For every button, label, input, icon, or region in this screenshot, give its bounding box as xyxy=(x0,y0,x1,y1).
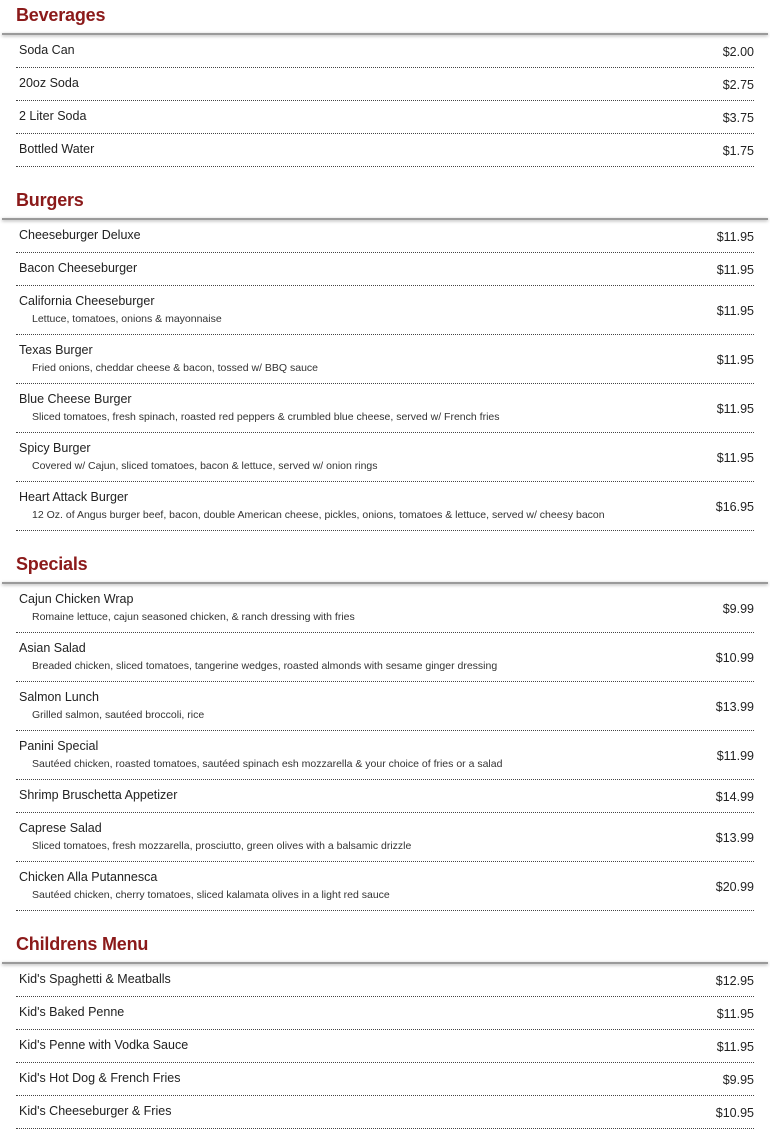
section-title: Childrens Menu xyxy=(16,934,149,954)
section-title: Beverages xyxy=(16,5,106,25)
menu-item[interactable] xyxy=(16,1030,754,1063)
menu-item[interactable] xyxy=(16,482,754,531)
menu-item-name: Kid's Penne with Vodka Sauce xyxy=(19,1038,189,1052)
menu-item-price: $3.75 xyxy=(722,111,754,125)
menu-item-price: $2.75 xyxy=(722,78,754,92)
menu-item-name: Cheeseburger Deluxe xyxy=(19,228,141,242)
menu-item-price: $11.95 xyxy=(716,402,754,416)
menu-item-name: Bottled Water xyxy=(19,142,95,156)
menu-item-price: $10.99 xyxy=(715,651,754,665)
menu-item-price: $11.95 xyxy=(716,1040,754,1054)
section-title: Specials xyxy=(16,554,88,574)
menu-item[interactable] xyxy=(16,731,754,780)
menu-item-name: Salmon Lunch xyxy=(19,690,99,704)
menu-item-description: Sliced tomatoes, fresh mozzarella, prosciutto, green olives with a balsamic drizzle xyxy=(32,840,412,852)
menu-item-description: Grilled salmon, sautéed broccoli, rice xyxy=(32,709,205,721)
section-spacer xyxy=(0,531,770,549)
menu-item-price: $9.95 xyxy=(722,1073,754,1087)
menu-item[interactable] xyxy=(16,68,754,101)
menu-item-description: 12 Oz. of Angus burger beef, bacon, double American cheese, pickles, onions, tomatoes & lettuce, served w/ cheesy bacon xyxy=(32,509,605,521)
menu-item-price: $20.99 xyxy=(715,880,754,894)
menu-item[interactable] xyxy=(16,584,754,633)
menu-item[interactable] xyxy=(16,384,754,433)
menu-item-price: $11.95 xyxy=(716,263,754,277)
menu-item-price: $16.95 xyxy=(715,500,754,514)
menu-item-price: $14.99 xyxy=(715,790,754,804)
menu-item-name: 20oz Soda xyxy=(19,76,79,90)
menu-item-description: Sautéed chicken, cherry tomatoes, sliced kalamata olives in a light red sauce xyxy=(32,889,390,901)
menu-item-price: $2.00 xyxy=(722,45,754,59)
menu-item[interactable] xyxy=(16,862,754,911)
menu-item[interactable] xyxy=(16,813,754,862)
menu-item-name: Heart Attack Burger xyxy=(19,490,129,504)
menu-item-price: $10.95 xyxy=(715,1106,754,1120)
menu-item-name: Soda Can xyxy=(19,43,75,57)
menu-item-name: Spicy Burger xyxy=(19,441,91,455)
menu-item-description: Lettuce, tomatoes, onions & mayonnaise xyxy=(32,313,222,325)
menu-item-name: Asian Salad xyxy=(19,641,86,655)
menu-item[interactable] xyxy=(16,253,754,286)
menu-item-name: Cajun Chicken Wrap xyxy=(19,592,134,606)
section-spacer xyxy=(0,911,770,929)
menu-item-price: $11.95 xyxy=(716,451,754,465)
menu-item[interactable] xyxy=(16,964,754,997)
menu-item[interactable] xyxy=(16,682,754,731)
menu-item-price: $11.95 xyxy=(716,353,754,367)
menu-item-list xyxy=(16,584,754,911)
menu-item-price: $9.99 xyxy=(722,602,754,616)
menu-item-name: California Cheeseburger xyxy=(19,294,155,308)
menu-item-name: Kid's Baked Penne xyxy=(19,1005,125,1019)
menu-item-name: Shrimp Bruschetta Appetizer xyxy=(19,788,178,802)
menu-item[interactable] xyxy=(16,286,754,335)
menu-item-list xyxy=(16,220,754,531)
menu-item-name: Kid's Cheeseburger & Fries xyxy=(19,1104,172,1118)
menu-item[interactable] xyxy=(16,134,754,167)
menu-item-list xyxy=(16,35,754,167)
menu-item[interactable] xyxy=(16,101,754,134)
menu-section xyxy=(0,929,770,1129)
menu-item-price: $11.95 xyxy=(716,1007,754,1021)
menu-item-name: Texas Burger xyxy=(19,343,93,357)
menu-item-description: Covered w/ Cajun, sliced tomatoes, bacon & lettuce, served w/ onion rings xyxy=(32,460,378,472)
menu-item-description: Fried onions, cheddar cheese & bacon, tossed w/ BBQ sauce xyxy=(32,362,318,374)
menu-item-list xyxy=(16,964,754,1129)
menu-item[interactable] xyxy=(16,220,754,253)
menu-item-description: Breaded chicken, sliced tomatoes, tangerine wedges, roasted almonds with sesame ginger dressing xyxy=(32,660,498,672)
section-spacer xyxy=(0,167,770,185)
menu-item-name: Kid's Spaghetti & Meatballs xyxy=(19,972,171,986)
menu-item-price: $11.99 xyxy=(716,749,754,763)
menu-item-name: Caprese Salad xyxy=(19,821,102,835)
menu-item-price: $1.75 xyxy=(722,144,754,158)
menu-item-price: $13.99 xyxy=(715,700,754,714)
menu-item-name: Chicken Alla Putannesca xyxy=(19,870,158,884)
menu-item-name: Bacon Cheeseburger xyxy=(19,261,138,275)
menu-item[interactable] xyxy=(16,433,754,482)
menu-item[interactable] xyxy=(16,35,754,68)
menu-item-name: Blue Cheese Burger xyxy=(19,392,132,406)
menu-item-name: Panini Special xyxy=(19,739,99,753)
section-title: Burgers xyxy=(16,190,84,210)
menu-item-name: Kid's Hot Dog & French Fries xyxy=(19,1071,181,1085)
menu-item[interactable] xyxy=(16,780,754,813)
menu-item[interactable] xyxy=(16,1096,754,1129)
menu-item[interactable] xyxy=(16,633,754,682)
menu-item-price: $12.95 xyxy=(715,974,754,988)
menu-item-name: 2 Liter Soda xyxy=(19,109,87,123)
menu-item[interactable] xyxy=(16,1063,754,1096)
menu-item-price: $11.95 xyxy=(716,304,754,318)
menu-item[interactable] xyxy=(16,997,754,1030)
menu-section xyxy=(0,0,770,185)
menu-item-price: $13.99 xyxy=(715,831,754,845)
menu-item[interactable] xyxy=(16,335,754,384)
menu-item-description: Sautéed chicken, roasted tomatoes, sautéed spinach esh mozzarella & your choice of fries or a salad xyxy=(32,758,503,770)
menu-section xyxy=(0,549,770,929)
menu-section xyxy=(0,185,770,549)
menu-item-description: Sliced tomatoes, fresh spinach, roasted red peppers & crumbled blue cheese, served w/ French fries xyxy=(32,411,500,423)
menu-item-price: $11.95 xyxy=(716,230,754,244)
menu-item-description: Romaine lettuce, cajun seasoned chicken, & ranch dressing with fries xyxy=(32,611,355,623)
